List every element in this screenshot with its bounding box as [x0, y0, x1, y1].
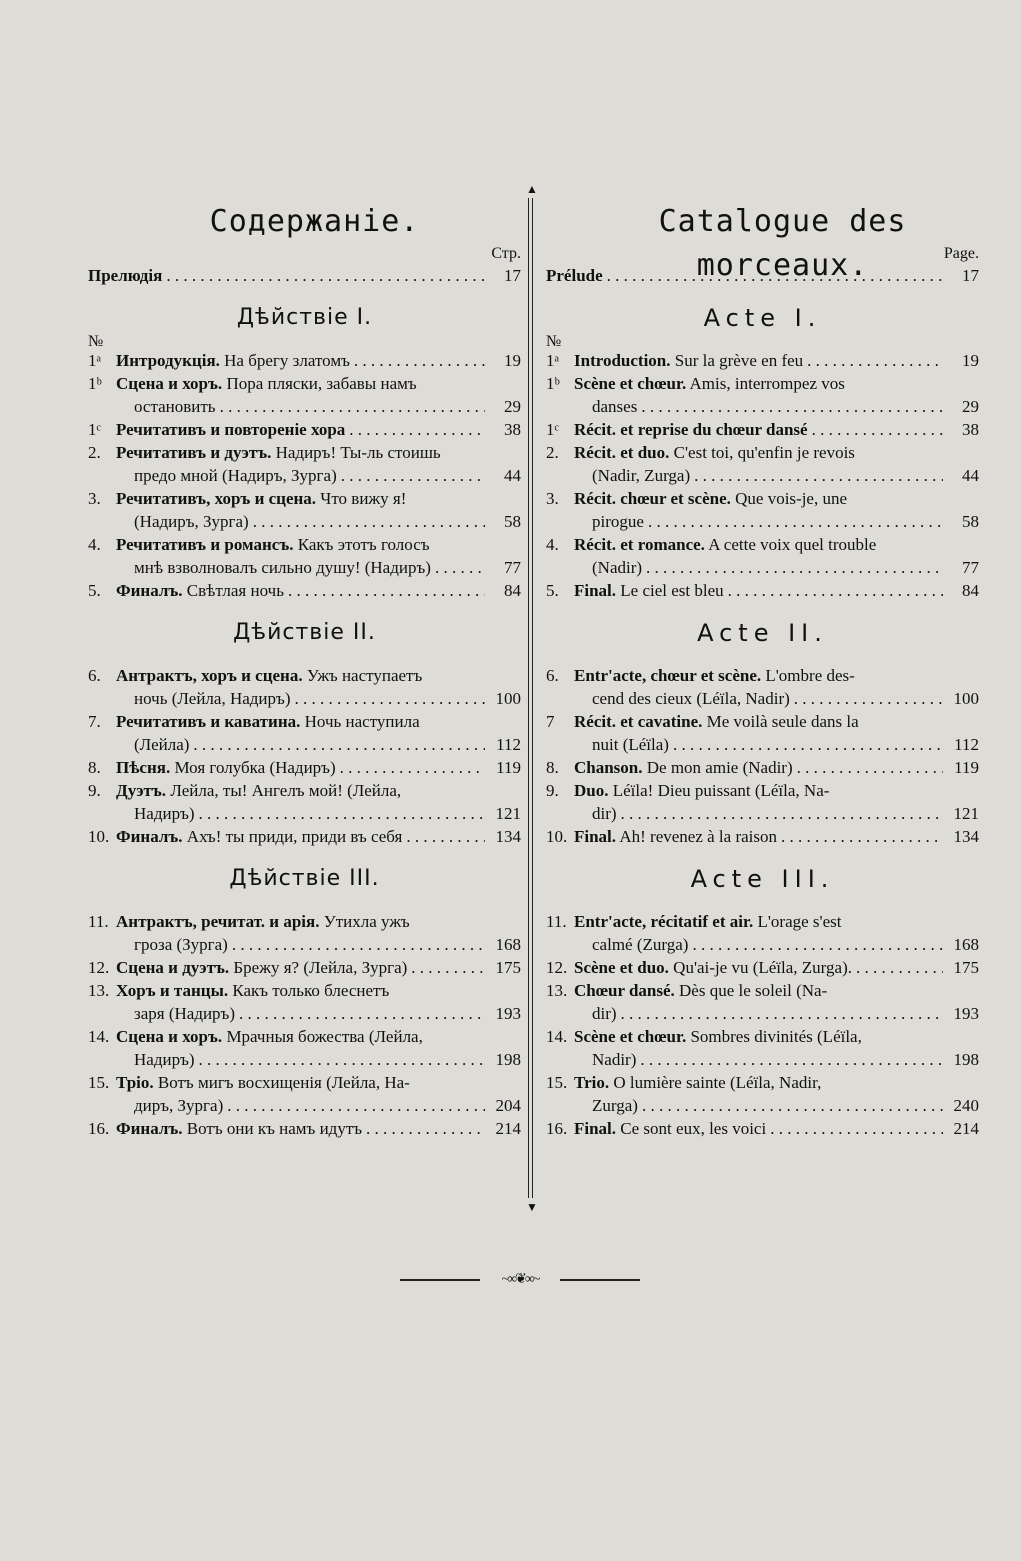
contents-entry	[546, 487, 979, 533]
entry-text: Léïla! Dieu puissant (Léïla, Na-	[612, 781, 830, 800]
entry-page: 44	[962, 466, 979, 485]
entry-page: 175	[495, 958, 521, 977]
contents-entry	[546, 825, 979, 848]
page-column-label: Page.	[943, 245, 979, 262]
contents-entry	[88, 910, 521, 956]
entry-page: 44	[504, 466, 521, 485]
entry-page: 77	[962, 558, 979, 577]
contents-entry	[88, 956, 521, 979]
act-heading: Acte II.	[697, 619, 828, 647]
entry-title: Финалъ.	[116, 581, 183, 600]
entry-number: 4.	[88, 535, 101, 554]
divider-top-ornament: ▲	[526, 182, 538, 196]
entry-text: Le ciel est bleu	[620, 581, 724, 600]
entry-text: мнѣ взволновалъ сильно душу! (Надиръ)	[134, 558, 431, 577]
entry-title: Entr'acte, chœur et scène.	[574, 666, 762, 685]
entry-text: calmé (Zurga)	[592, 935, 689, 954]
entry-text: диръ, Зурга)	[134, 1096, 224, 1115]
entry-page: 38	[962, 420, 979, 439]
entry-number: 7.	[88, 712, 101, 731]
entry-text: Свѣтлая ночь	[186, 581, 284, 600]
contents-entry	[88, 418, 521, 441]
act-heading: Acte I.	[703, 304, 822, 332]
entry-text: Nadir)	[592, 1050, 637, 1069]
entry-page: 240	[953, 1096, 979, 1115]
entry-number: 15.	[88, 1073, 110, 1092]
contents-entry	[546, 349, 979, 372]
entry-page: 100	[953, 689, 979, 708]
entry-text: dir)	[592, 1004, 617, 1023]
entry-text: Надиръ! Ты-ль стоишь	[275, 443, 441, 462]
entry-number: 13.	[88, 981, 110, 1000]
entry-title: Récit. et cavatine.	[574, 712, 703, 731]
russian-contents-column	[88, 200, 521, 1140]
entry-text: Sombres divinités (Léïla,	[690, 1027, 862, 1046]
entry-title: Речитативъ и каватина.	[116, 712, 301, 731]
entry-page: 204	[495, 1096, 521, 1115]
entry-title: Сцена и дуэтъ.	[116, 958, 230, 977]
act-heading: Acte III.	[690, 865, 835, 893]
entry-title: Entr'acte, récitatif et air.	[574, 912, 754, 931]
entry-text: Какъ этотъ голосъ	[297, 535, 430, 554]
contents-entry	[546, 579, 979, 602]
contents-entry	[88, 756, 521, 779]
entry-page: 29	[962, 397, 979, 416]
entry-title: Дуэтъ.	[116, 781, 167, 800]
entry-number: 12.	[546, 958, 568, 977]
entry-text: Что вижу я!	[320, 489, 407, 508]
entry-page: 112	[496, 735, 521, 754]
entry-page: 38	[504, 420, 521, 439]
entry-text: предо мной (Надиръ, Зурга)	[134, 466, 337, 485]
entry-text: Надиръ)	[134, 1050, 195, 1069]
entry-number: 1ᵇ	[546, 374, 560, 393]
entry-number: 16.	[546, 1119, 568, 1138]
contents-entry	[88, 579, 521, 602]
page-column-label: Стр.	[491, 245, 521, 262]
entry-text: Моя голубка (Надиръ)	[174, 758, 336, 777]
entry-number: 3.	[88, 489, 101, 508]
entry-page: 214	[495, 1119, 521, 1138]
entry-text: Ce sont eux, les voici	[620, 1119, 767, 1138]
entry-number: 8.	[88, 758, 101, 777]
entry-text: Ночь наступила	[304, 712, 420, 731]
entry-page: 112	[954, 735, 979, 754]
entry-page: 19	[962, 351, 979, 370]
entry-number: 14.	[88, 1027, 110, 1046]
entry-number: 3.	[546, 489, 559, 508]
contents-entry	[88, 441, 521, 487]
entry-title: Сцена и хоръ.	[116, 1027, 223, 1046]
contents-title: Catalogue des morceaux.	[658, 204, 907, 283]
contents-title: Содержаніе.	[209, 204, 420, 239]
contents-entry	[546, 710, 979, 756]
entry-text: L'orage s'est	[757, 912, 842, 931]
entry-number: 6.	[88, 666, 101, 685]
contents-entry	[88, 533, 521, 579]
entry-text: На брегу златомъ	[224, 351, 350, 370]
entry-number: 11.	[88, 912, 109, 931]
act-heading: Дѣйствіе III.	[229, 866, 380, 891]
entry-page: 29	[504, 397, 521, 416]
entry-text: Пора пляски, забавы намъ	[226, 374, 417, 393]
number-sign: №	[546, 333, 562, 350]
entry-number: 2.	[88, 443, 101, 462]
entry-number: 13.	[546, 981, 568, 1000]
entry-title: Scène et chœur.	[574, 1027, 687, 1046]
entry-number: 1ᵃ	[546, 351, 560, 370]
entry-page: 198	[495, 1050, 521, 1069]
entry-title: Тріо.	[116, 1073, 154, 1092]
entry-title: Final.	[574, 581, 617, 600]
entry-page: 193	[953, 1004, 979, 1023]
entry-text: dir)	[592, 804, 617, 823]
entry-page: 19	[504, 351, 521, 370]
entry-text: (Лейла)	[134, 735, 190, 754]
entry-text: гроза (Зурга)	[134, 935, 228, 954]
entry-title: Интродукція.	[116, 351, 220, 370]
entry-title: Trio.	[574, 1073, 610, 1092]
divider-bottom-ornament: ▼	[526, 1200, 538, 1214]
entry-number: 7	[546, 712, 555, 731]
entry-page: 58	[962, 512, 979, 531]
entry-page: 121	[495, 804, 521, 823]
entry-text: Какъ только блеснетъ	[232, 981, 390, 1000]
entry-text: Qu'ai-je vu (Léïla, Zurga).	[673, 958, 852, 977]
contents-entry	[546, 756, 979, 779]
prelude-entry	[546, 264, 979, 287]
entry-page: 175	[953, 958, 979, 977]
entry-number: 15.	[546, 1073, 568, 1092]
entry-number: 1ᶜ	[546, 420, 559, 439]
entry-text: Ахъ! ты приди, приди въ себя	[186, 827, 403, 846]
entry-text: danses	[592, 397, 638, 416]
contents-entry	[88, 372, 521, 418]
entry-title: Récit. et duo.	[574, 443, 670, 462]
contents-entry	[546, 979, 979, 1025]
entry-number: 10.	[546, 827, 568, 846]
contents-entry	[88, 349, 521, 372]
contents-entry	[88, 1071, 521, 1117]
entry-title: Scène et chœur.	[574, 374, 687, 393]
entry-text: Лейла, ты! Ангелъ мой! (Лейла,	[170, 781, 402, 800]
entry-number: 16.	[88, 1119, 110, 1138]
entry-page: 77	[504, 558, 521, 577]
entry-number: 6.	[546, 666, 559, 685]
entry-text: Dès que le soleil (Na-	[679, 981, 828, 1000]
entry-text: pirogue	[592, 512, 644, 531]
entry-title: Финалъ.	[116, 1119, 183, 1138]
contents-entry	[88, 664, 521, 710]
entry-text: Zurga)	[592, 1096, 638, 1115]
entry-title: Речитативъ и романсъ.	[116, 535, 294, 554]
entry-number: 1ᵃ	[88, 351, 102, 370]
entry-number: 5.	[546, 581, 559, 600]
entry-page: 17	[504, 266, 521, 285]
entry-title: Prélude	[546, 266, 603, 285]
contents-entry	[88, 1025, 521, 1071]
entry-title: Сцена и хоръ.	[116, 374, 223, 393]
entry-title: Антрактъ, речитат. и арія.	[116, 912, 320, 931]
entry-page: 119	[954, 758, 979, 777]
entry-number: 1ᶜ	[88, 420, 101, 439]
entry-text: (Nadir, Zurga)	[592, 466, 691, 485]
entry-text: C'est toi, qu'enfin je revois	[673, 443, 855, 462]
number-sign: №	[88, 333, 104, 350]
entry-page: 119	[496, 758, 521, 777]
entry-number: 8.	[546, 758, 559, 777]
entry-number: 5.	[88, 581, 101, 600]
tailpiece-ornament: ~∞❦∞~	[400, 1270, 640, 1290]
entry-page: 17	[962, 266, 979, 285]
entry-text: Брежу я? (Лейла, Зурга)	[233, 958, 408, 977]
entry-text: (Nadir)	[592, 558, 643, 577]
entry-page: 121	[953, 804, 979, 823]
entry-title: Introduction.	[574, 351, 671, 370]
contents-entry	[546, 1071, 979, 1117]
french-contents-column	[546, 200, 979, 1140]
entry-text: nuit (Léïla)	[592, 735, 669, 754]
entry-title: Пѣсня.	[116, 758, 171, 777]
entry-title: Хоръ и танцы.	[116, 981, 229, 1000]
entry-page: 214	[953, 1119, 979, 1138]
entry-title: Chanson.	[574, 758, 643, 777]
contents-entry	[88, 487, 521, 533]
contents-entry	[546, 372, 979, 418]
entry-text: Amis, interrompez vos	[689, 374, 845, 393]
entry-page: 168	[495, 935, 521, 954]
contents-entry	[88, 710, 521, 756]
entry-text: L'ombre des-	[765, 666, 855, 685]
entry-title: Scène et duo.	[574, 958, 669, 977]
contents-entry	[546, 779, 979, 825]
entry-text: Мрачныя божества (Лейла,	[226, 1027, 423, 1046]
contents-entry	[546, 533, 979, 579]
entry-text: Sur la grève en feu	[674, 351, 804, 370]
entry-title: Финалъ.	[116, 827, 183, 846]
entry-title: Récit. chœur et scène.	[574, 489, 731, 508]
entry-text: Надиръ)	[134, 804, 195, 823]
entry-page: 193	[495, 1004, 521, 1023]
entry-page: 134	[495, 827, 521, 846]
entry-page: 58	[504, 512, 521, 531]
entry-text: cend des cieux (Léïla, Nadir)	[592, 689, 790, 708]
column-divider	[526, 178, 536, 1218]
entry-page: 100	[495, 689, 521, 708]
entry-text: Ужъ наступаетъ	[306, 666, 423, 685]
entry-page: 84	[962, 581, 979, 600]
entry-text: ночь (Лейла, Надиръ)	[134, 689, 291, 708]
entry-title: Антрактъ, хоръ и сцена.	[116, 666, 303, 685]
entry-text: Me voilà seule dans la	[706, 712, 859, 731]
entry-page: 134	[953, 827, 979, 846]
entry-page: 84	[504, 581, 521, 600]
contents-entry	[88, 979, 521, 1025]
contents-entry	[546, 418, 979, 441]
entry-text: Вотъ они къ намъ идутъ	[186, 1119, 363, 1138]
entry-number: 2.	[546, 443, 559, 462]
entry-number: 11.	[546, 912, 567, 931]
entry-text: De mon amie (Nadir)	[646, 758, 793, 777]
entry-text: Вотъ мигъ восхищенія (Лейла, На-	[157, 1073, 410, 1092]
entry-text: (Надиръ, Зурга)	[134, 512, 249, 531]
entry-text: A cette voix quel trouble	[708, 535, 877, 554]
entry-number: 1ᵇ	[88, 374, 102, 393]
entry-number: 9.	[88, 781, 101, 800]
entry-page: 168	[953, 935, 979, 954]
entry-text: Утихла ужъ	[323, 912, 410, 931]
entry-page: 198	[953, 1050, 979, 1069]
entry-text: Ah! revenez à la raison	[619, 827, 777, 846]
entry-title: Final.	[574, 827, 617, 846]
entry-title: Речитативъ и повтореніе хора	[116, 420, 346, 439]
entry-number: 4.	[546, 535, 559, 554]
entry-title: Речитативъ, хоръ и сцена.	[116, 489, 317, 508]
entry-title: Final.	[574, 1119, 617, 1138]
prelude-entry	[88, 264, 521, 287]
entry-text: Que vois-je, une	[735, 489, 848, 508]
contents-entry	[88, 1117, 521, 1140]
entry-text: остановить	[134, 397, 216, 416]
entry-title: Récit. et romance.	[574, 535, 705, 554]
contents-entry	[88, 779, 521, 825]
entry-text: заря (Надиръ)	[134, 1004, 236, 1023]
entry-number: 9.	[546, 781, 559, 800]
contents-entry	[546, 1117, 979, 1140]
entry-number: 12.	[88, 958, 110, 977]
entry-number: 14.	[546, 1027, 568, 1046]
contents-entry	[546, 1025, 979, 1071]
act-heading: Дѣйствіе I.	[236, 305, 373, 330]
entry-text: O lumière sainte (Léïla, Nadir,	[613, 1073, 822, 1092]
contents-entry	[546, 910, 979, 956]
entry-number: 10.	[88, 827, 110, 846]
contents-entry	[546, 441, 979, 487]
contents-entry	[546, 664, 979, 710]
act-heading: Дѣйствіе II.	[233, 620, 376, 645]
entry-title: Прелюдія	[88, 266, 163, 285]
entry-title: Duo.	[574, 781, 609, 800]
entry-title: Récit. et reprise du chœur dansé	[574, 420, 808, 439]
contents-entry	[88, 825, 521, 848]
entry-title: Chœur dansé.	[574, 981, 675, 1000]
entry-title: Речитативъ и дуэтъ.	[116, 443, 272, 462]
contents-entry	[546, 956, 979, 979]
